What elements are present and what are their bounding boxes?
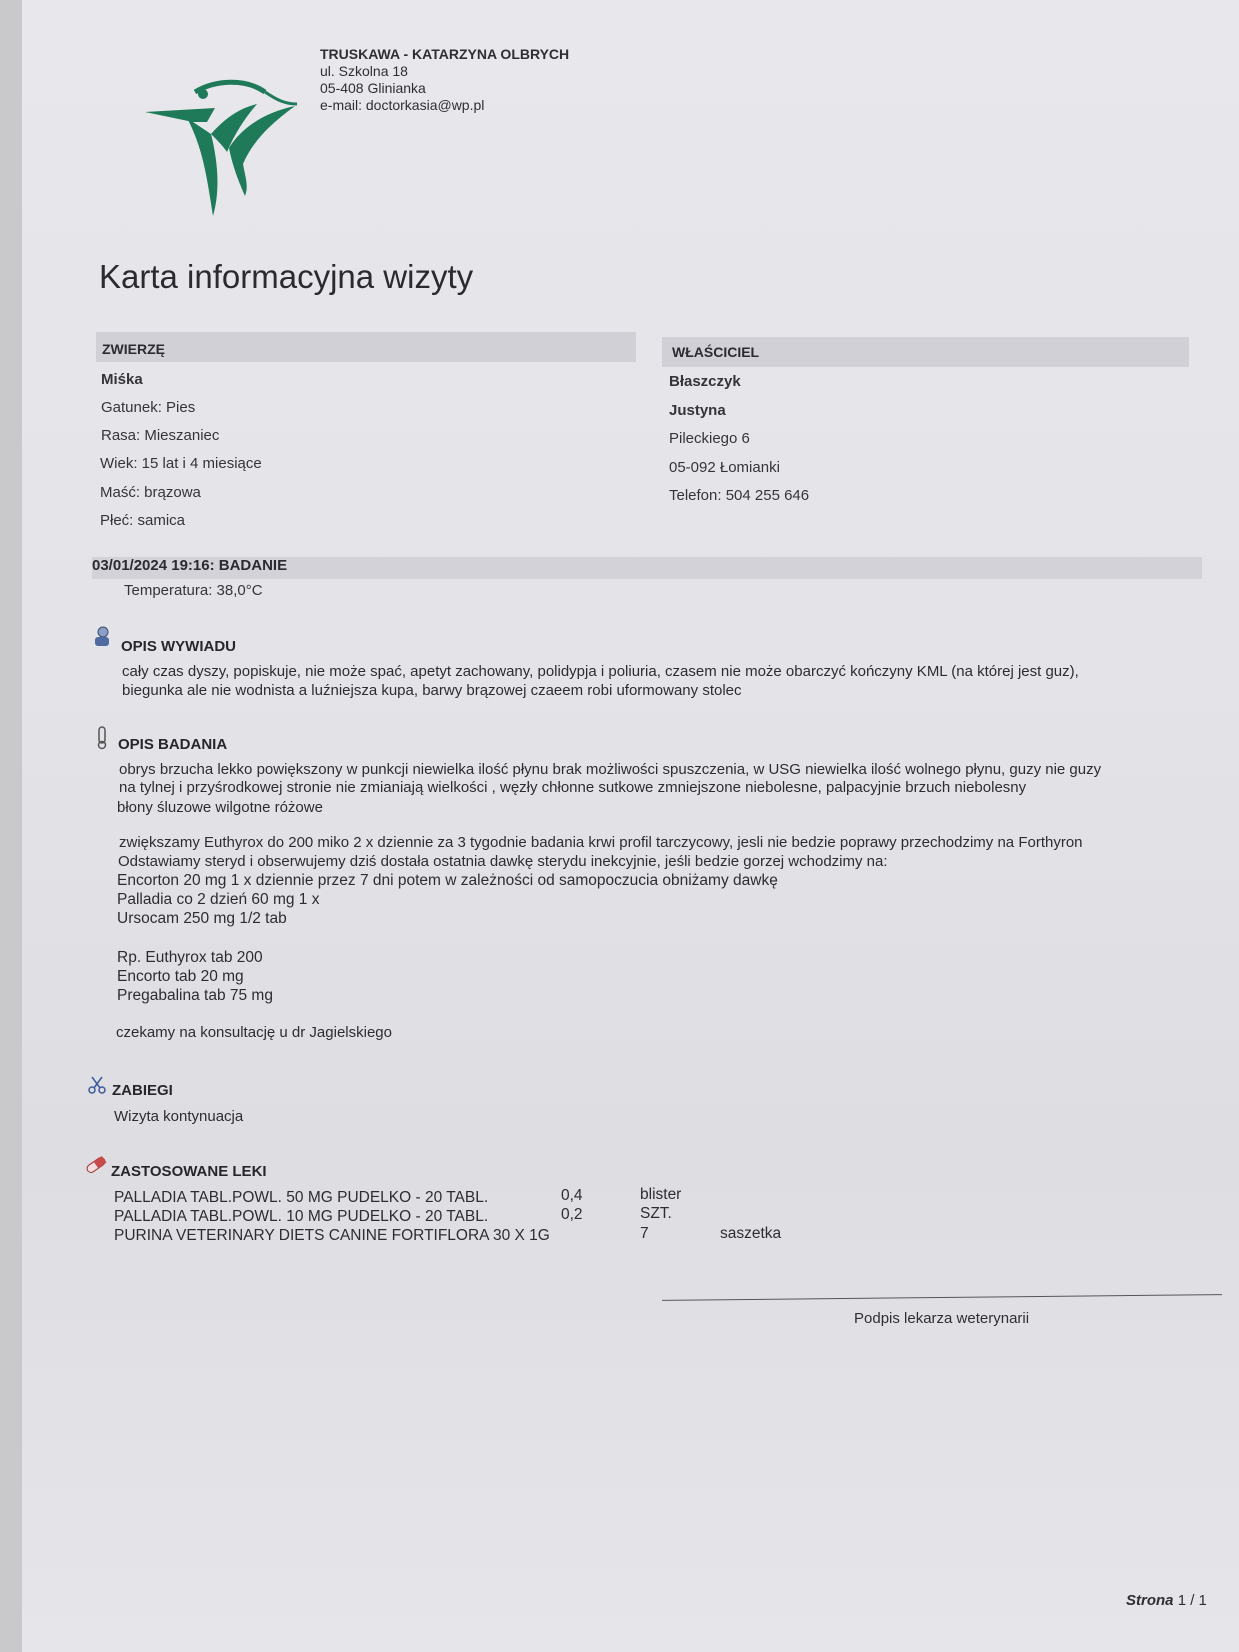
consult-note: czekamy na konsultację u dr Jagielskiego bbox=[116, 1024, 392, 1041]
thermometer-icon bbox=[95, 726, 109, 750]
animal-breed: Rasa: Mieszaniec bbox=[101, 427, 220, 444]
med-name: PALLADIA TABL.POWL. 10 MG PUDELKO - 20 TABL. bbox=[114, 1208, 489, 1225]
med-name: PALLADIA TABL.POWL. 50 MG PUDELKO - 20 TABL. bbox=[114, 1189, 489, 1206]
interview-icon bbox=[92, 626, 112, 648]
pill-icon bbox=[84, 1155, 108, 1175]
animal-species: Gatunek: Pies bbox=[101, 399, 196, 416]
med-unit: SZT. bbox=[640, 1205, 672, 1222]
visit-header: 03/01/2024 19:16: BADANIE bbox=[92, 557, 288, 574]
owner-phone: Telefon: 504 255 646 bbox=[669, 487, 810, 504]
plan-line-4: Palladia co 2 dzień 60 mg 1 x bbox=[117, 891, 320, 908]
plan-line-5: Ursocam 250 mg 1/2 tab bbox=[117, 910, 287, 927]
animal-age: Wiek: 15 lat i 4 miesiące bbox=[100, 455, 262, 472]
plan-line-2: Odstawiamy steryd i obserwujemy dziś dostała ostatnia dawkę sterydu inekcyjnie, jeśli bedzie gorzej wchodzimy na: bbox=[118, 853, 888, 870]
med-unit: saszetka bbox=[720, 1225, 782, 1242]
exam-line-2: na tylnej i przyśrodkowej stronie nie zmianiają wielkości , węzły chłonne sutkowe zmniejszone niebolesne, palpacyjnie brzuch niebolesny bbox=[119, 779, 1027, 796]
document-page bbox=[22, 0, 1239, 1652]
clinic-city: 05-408 Glinianka bbox=[320, 80, 426, 96]
interview-title: OPIS WYWIADU bbox=[121, 638, 236, 655]
owner-header: WŁAŚCICIEL bbox=[672, 344, 760, 360]
meds-title: ZASTOSOWANE LEKI bbox=[111, 1163, 267, 1180]
clinic-info bbox=[320, 46, 569, 114]
page-total: / 1 bbox=[1190, 1592, 1207, 1609]
animal-sex: Płeć: samica bbox=[100, 512, 186, 529]
page-label: Strona bbox=[1126, 1592, 1174, 1609]
animal-color: Maść: brązowa bbox=[100, 484, 201, 501]
exam-title: OPIS BADANIA bbox=[118, 736, 228, 753]
clinic-logo bbox=[145, 78, 305, 218]
visit-temperature: Temperatura: 38,0°C bbox=[124, 582, 263, 599]
med-name: PURINA VETERINARY DIETS CANINE FORTIFLORA 30 X 1G bbox=[114, 1227, 550, 1244]
exam-line-1: obrys brzucha lekko powiększony w punkcji niewielka ilość płynu brak możliwości spuszczenia, w USG niewielka ilość wolnego płynu, guzy nie guzy bbox=[119, 761, 1102, 778]
animal-header: ZWIERZĘ bbox=[102, 341, 165, 357]
rx-line-3: Pregabalina tab 75 mg bbox=[117, 987, 273, 1004]
med-unit: blister bbox=[640, 1186, 682, 1203]
page-current: 1 bbox=[1177, 1592, 1187, 1609]
med-qty: 7 bbox=[640, 1225, 649, 1242]
page-title: Karta informacyjna wizyty bbox=[99, 258, 474, 295]
procedures-title: ZABIEGI bbox=[112, 1082, 173, 1099]
animal-name: Miśka bbox=[101, 371, 143, 388]
rx-line-1: Rp. Euthyrox tab 200 bbox=[117, 949, 263, 966]
scissors-icon bbox=[87, 1075, 107, 1095]
exam-line-3: błony śluzowe wilgotne różowe bbox=[117, 799, 323, 816]
owner-surname: Błaszczyk bbox=[669, 373, 741, 390]
plan-line-1: zwiększamy Euthyrox do 200 miko 2 x dziennie za 3 tygodnie badania krwi profil tarczycowy, jesli nie bedzie poprawy przechodzimy na Forthyron bbox=[119, 834, 1083, 851]
signature-label: Podpis lekarza weterynarii bbox=[854, 1310, 1030, 1327]
med-qty: 0,2 bbox=[561, 1206, 583, 1223]
interview-line-2: biegunka ale nie wodnista a luźniejsza kupa, barwy brązowej czaeem robi uformowany stolec bbox=[122, 682, 742, 699]
procedure-item: Wizyta kontynuacja bbox=[114, 1108, 244, 1125]
rx-line-2: Encorto tab 20 mg bbox=[117, 968, 244, 985]
animal-header-bar bbox=[96, 332, 636, 362]
clinic-street: ul. Szkolna 18 bbox=[320, 63, 408, 79]
owner-first-name: Justyna bbox=[669, 402, 726, 419]
page-number bbox=[1126, 1592, 1207, 1609]
interview-line-1: cały czas dyszy, popiskuje, nie może spać, apetyt zachowany, polidypja i poliuria, czasem nie może obarczyć kończyny KML (na której jest guz), bbox=[122, 663, 1079, 680]
owner-city: 05-092 Łomianki bbox=[669, 459, 780, 476]
med-qty: 0,4 bbox=[561, 1187, 583, 1204]
owner-street: Pileckiego 6 bbox=[669, 430, 750, 447]
clinic-email: e-mail: doctorkasia@wp.pl bbox=[320, 97, 485, 113]
plan-line-3: Encorton 20 mg 1 x dziennie przez 7 dni potem w zależności od samopoczucia obniżamy dawkę bbox=[117, 872, 778, 889]
clinic-name: TRUSKAWA - KATARZYNA OLBRYCH bbox=[320, 46, 570, 62]
